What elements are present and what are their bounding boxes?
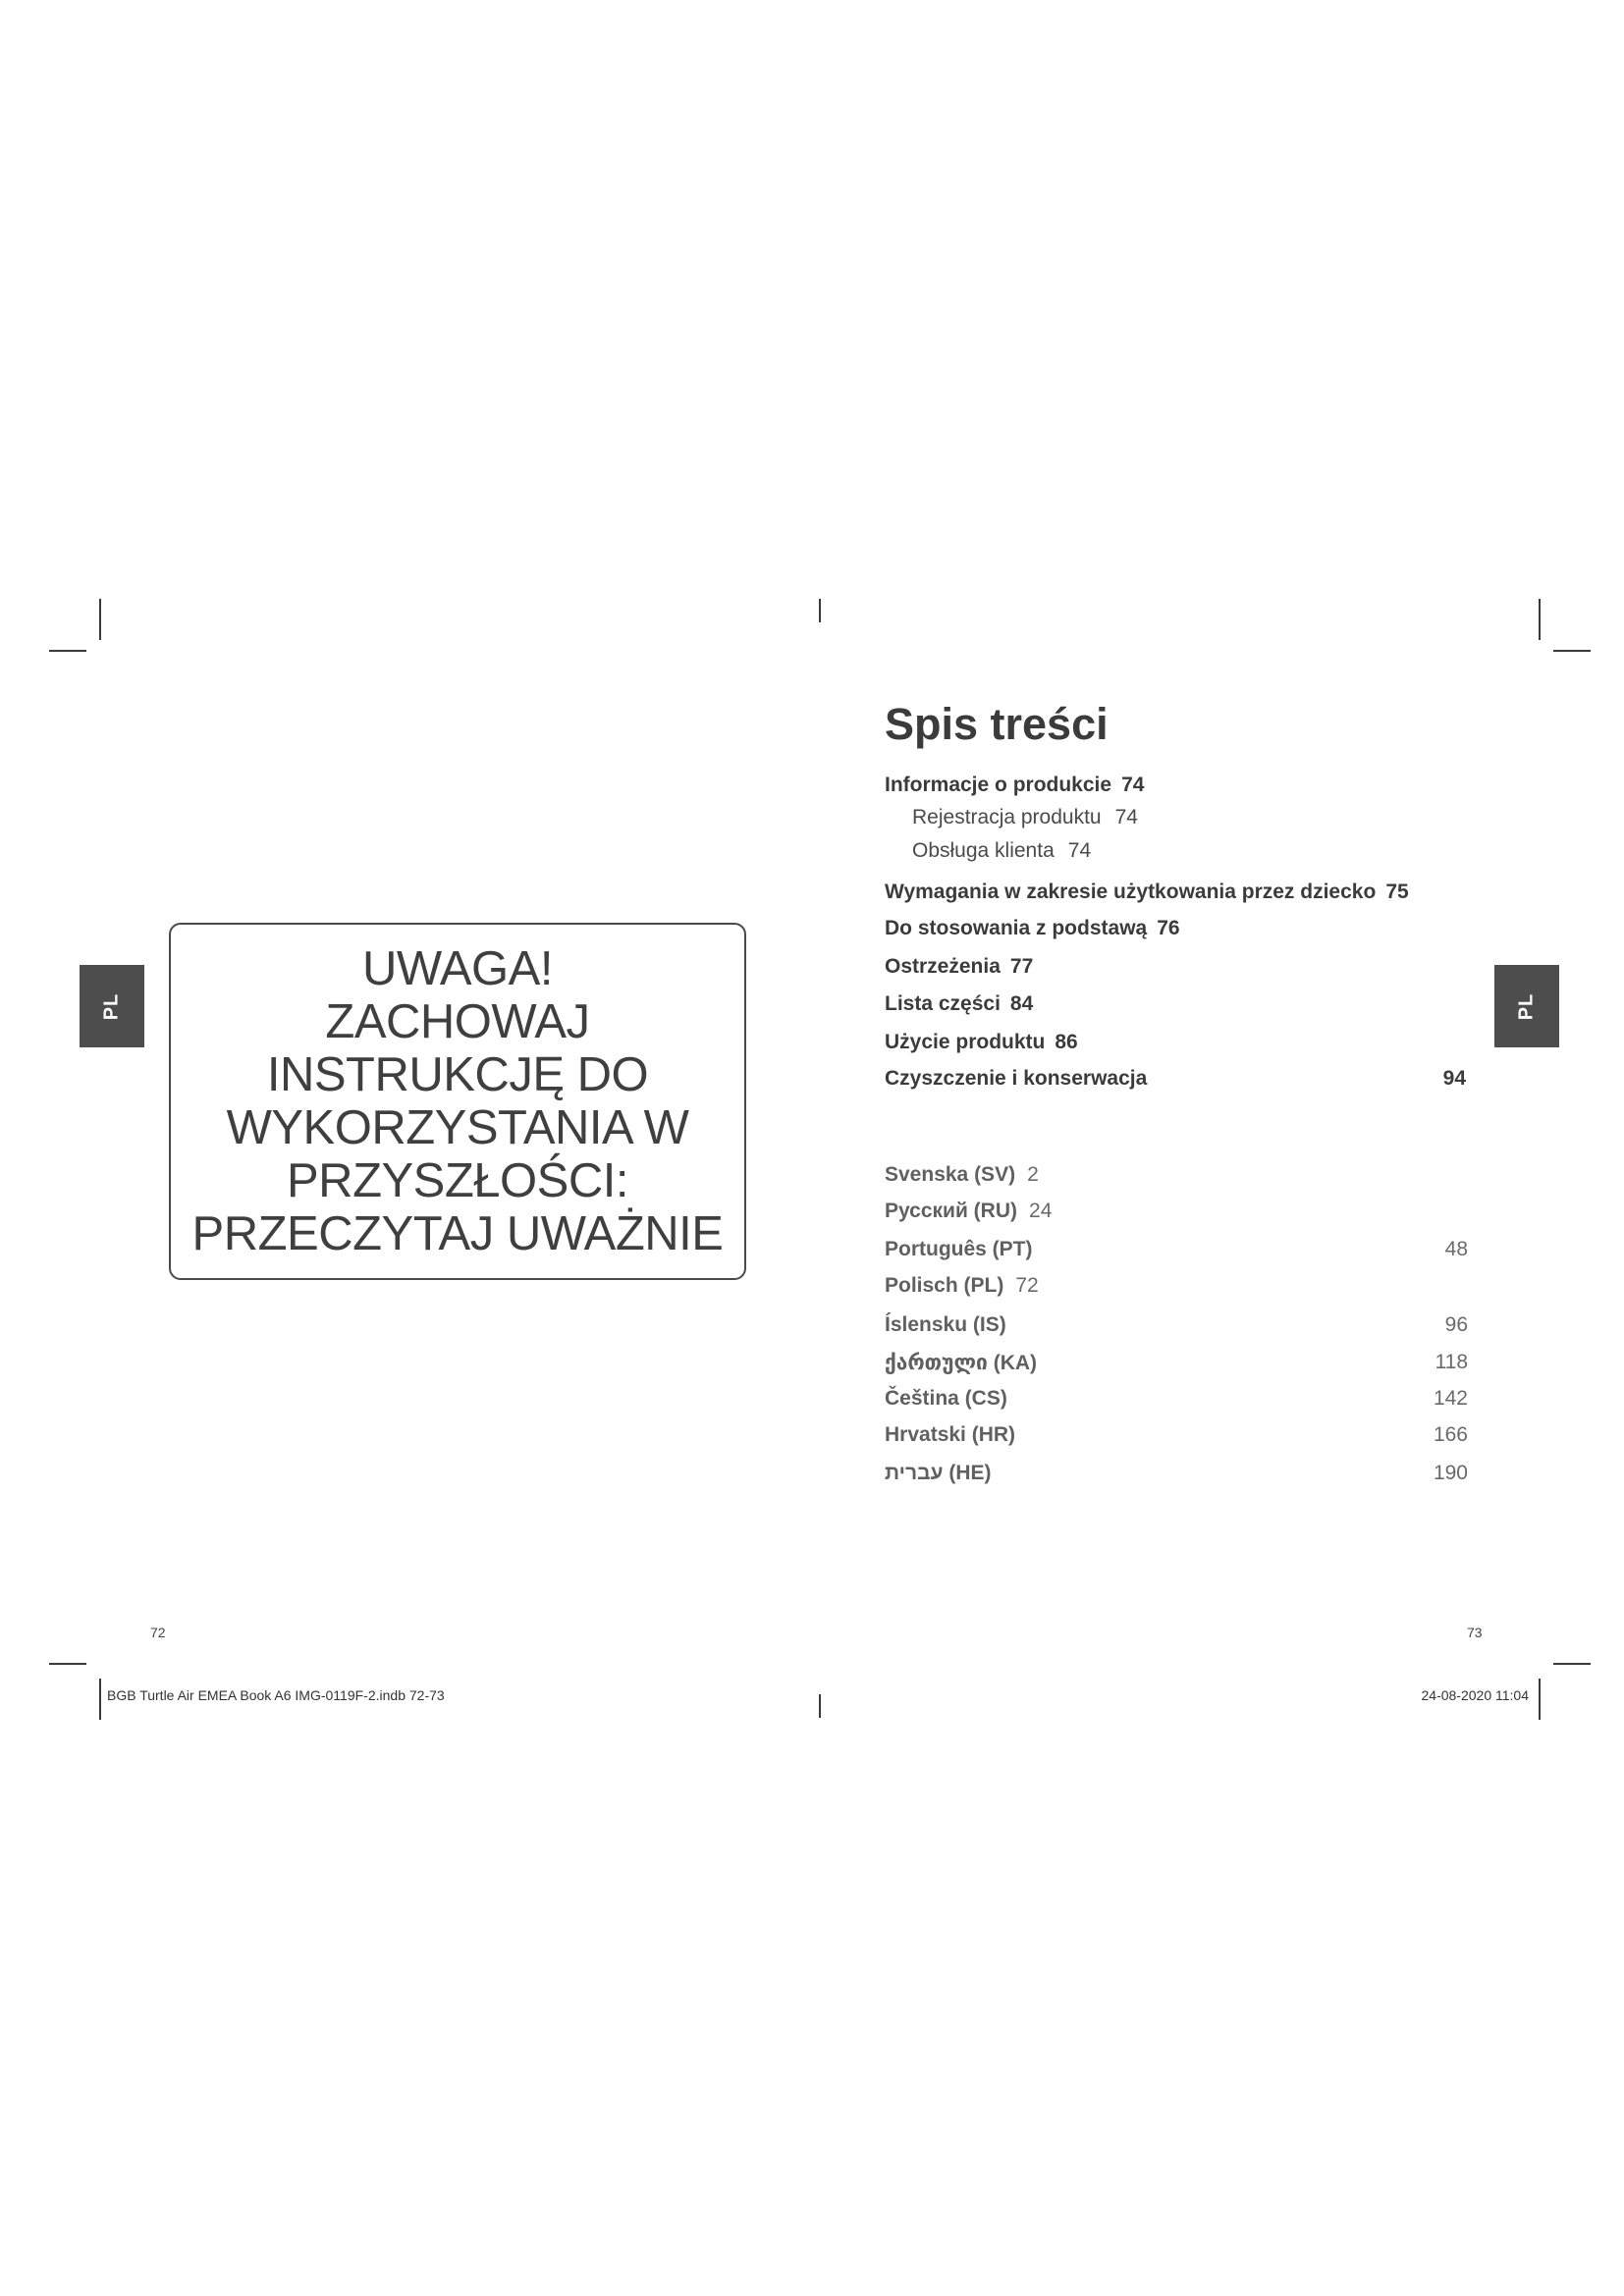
language-page: 24 [1029, 1200, 1053, 1222]
toc-item-page: 94 [1442, 1067, 1466, 1090]
crop-mark [99, 1679, 101, 1720]
language-tab-right [1494, 965, 1559, 1047]
language-item[interactable] [885, 1238, 1033, 1261]
language-item[interactable] [885, 1387, 1007, 1411]
warning-line: PRZECZYTAJ UWAŻNIE [191, 1207, 724, 1260]
language-item[interactable] [885, 1462, 992, 1485]
language-page: 142 [1433, 1387, 1468, 1410]
language-page: 166 [1433, 1423, 1468, 1446]
language-name: Íslensku (IS) [885, 1313, 1006, 1336]
toc-item-page: 76 [1157, 917, 1180, 939]
language-page: 2 [1027, 1163, 1039, 1186]
language-name: Polisch (PL) [885, 1274, 1004, 1297]
toc-subitem[interactable] [912, 806, 1138, 829]
crop-mark [1553, 650, 1591, 652]
toc-item[interactable] [885, 992, 1033, 1016]
language-name: Hrvatski (HR) [885, 1423, 1016, 1446]
toc-subitem[interactable] [912, 839, 1091, 863]
language-tab-label: PL [1515, 992, 1538, 1020]
crop-mark [99, 599, 101, 640]
crop-mark [1553, 1663, 1591, 1665]
crop-mark [819, 1694, 821, 1718]
warning-line: INSTRUKCJĘ DO [266, 1048, 649, 1101]
toc-item-label: Wymagania w zakresie użytkowania przez dziecko [885, 881, 1377, 903]
toc-item-page: 86 [1055, 1031, 1078, 1053]
language-page: 96 [1444, 1313, 1468, 1336]
toc-item-page: 75 [1385, 881, 1409, 903]
crop-mark [49, 1663, 86, 1665]
language-page: 72 [1015, 1274, 1039, 1297]
toc-item-label: Lista części [885, 992, 1001, 1015]
crop-mark [819, 599, 821, 622]
toc-item[interactable] [885, 1067, 1147, 1091]
warning-line: UWAGA! [362, 942, 553, 995]
print-slug-right: 24-08-2020 11:04 [1421, 1687, 1529, 1703]
language-item[interactable] [885, 1274, 1039, 1298]
language-page: 118 [1435, 1351, 1468, 1373]
language-item[interactable] [885, 1163, 1039, 1187]
language-tab-left [80, 965, 144, 1047]
toc-item-label: Ostrzeżenia [885, 955, 1001, 978]
toc-item-page: 74 [1067, 839, 1092, 862]
language-item[interactable] [885, 1351, 1037, 1375]
warning-line: ZACHOWAJ [325, 995, 590, 1048]
crop-mark [1539, 599, 1541, 640]
toc-item[interactable] [885, 955, 1033, 979]
page-number-right: 73 [1467, 1625, 1483, 1640]
warning-line: PRZYSZŁOŚCI: [287, 1154, 628, 1207]
toc-item-label: Czyszczenie i konserwacja [885, 1067, 1148, 1090]
toc-item-page: 74 [1114, 806, 1138, 828]
toc-item-label: Informacje o produkcie [885, 774, 1112, 796]
print-slug-left: BGB Turtle Air EMEA Book A6 IMG-0119F-2.indb 72-73 [107, 1687, 445, 1703]
language-name: עברית (HE) [885, 1462, 992, 1484]
toc-item-label: Obsługa klienta [912, 839, 1055, 862]
toc-item-page: 84 [1009, 992, 1034, 1015]
language-item[interactable] [885, 1423, 1015, 1447]
toc-item[interactable] [885, 774, 1144, 797]
language-name: Čeština (CS) [885, 1387, 1007, 1410]
toc-item-label: Użycie produktu [885, 1031, 1046, 1053]
crop-mark [1539, 1679, 1541, 1720]
toc-item[interactable] [885, 1031, 1078, 1054]
language-item[interactable] [885, 1313, 1006, 1337]
language-name: ქართული (KA) [885, 1352, 1038, 1374]
toc-item-label: Do stosowania z podstawą [885, 917, 1148, 939]
language-name: Svenska (SV) [885, 1163, 1016, 1186]
language-tab-label: PL [100, 992, 123, 1020]
toc-item-page: 77 [1009, 955, 1034, 978]
language-page: 48 [1444, 1238, 1468, 1260]
toc-item[interactable] [885, 881, 1409, 904]
warning-box [169, 923, 746, 1280]
crop-mark [49, 650, 86, 652]
page-number-left: 72 [150, 1625, 166, 1640]
language-name: Русский (RU) [885, 1200, 1018, 1222]
language-item[interactable] [885, 1200, 1052, 1223]
toc-item[interactable] [885, 917, 1180, 940]
language-page: 190 [1433, 1462, 1468, 1484]
toc-title: Spis treści [885, 699, 1109, 749]
language-name: Português (PT) [885, 1238, 1033, 1260]
toc-item-label: Rejestracja produktu [912, 806, 1102, 828]
warning-line: WYKORZYSTANIA W [226, 1101, 689, 1154]
toc-item-page: 74 [1121, 774, 1145, 796]
